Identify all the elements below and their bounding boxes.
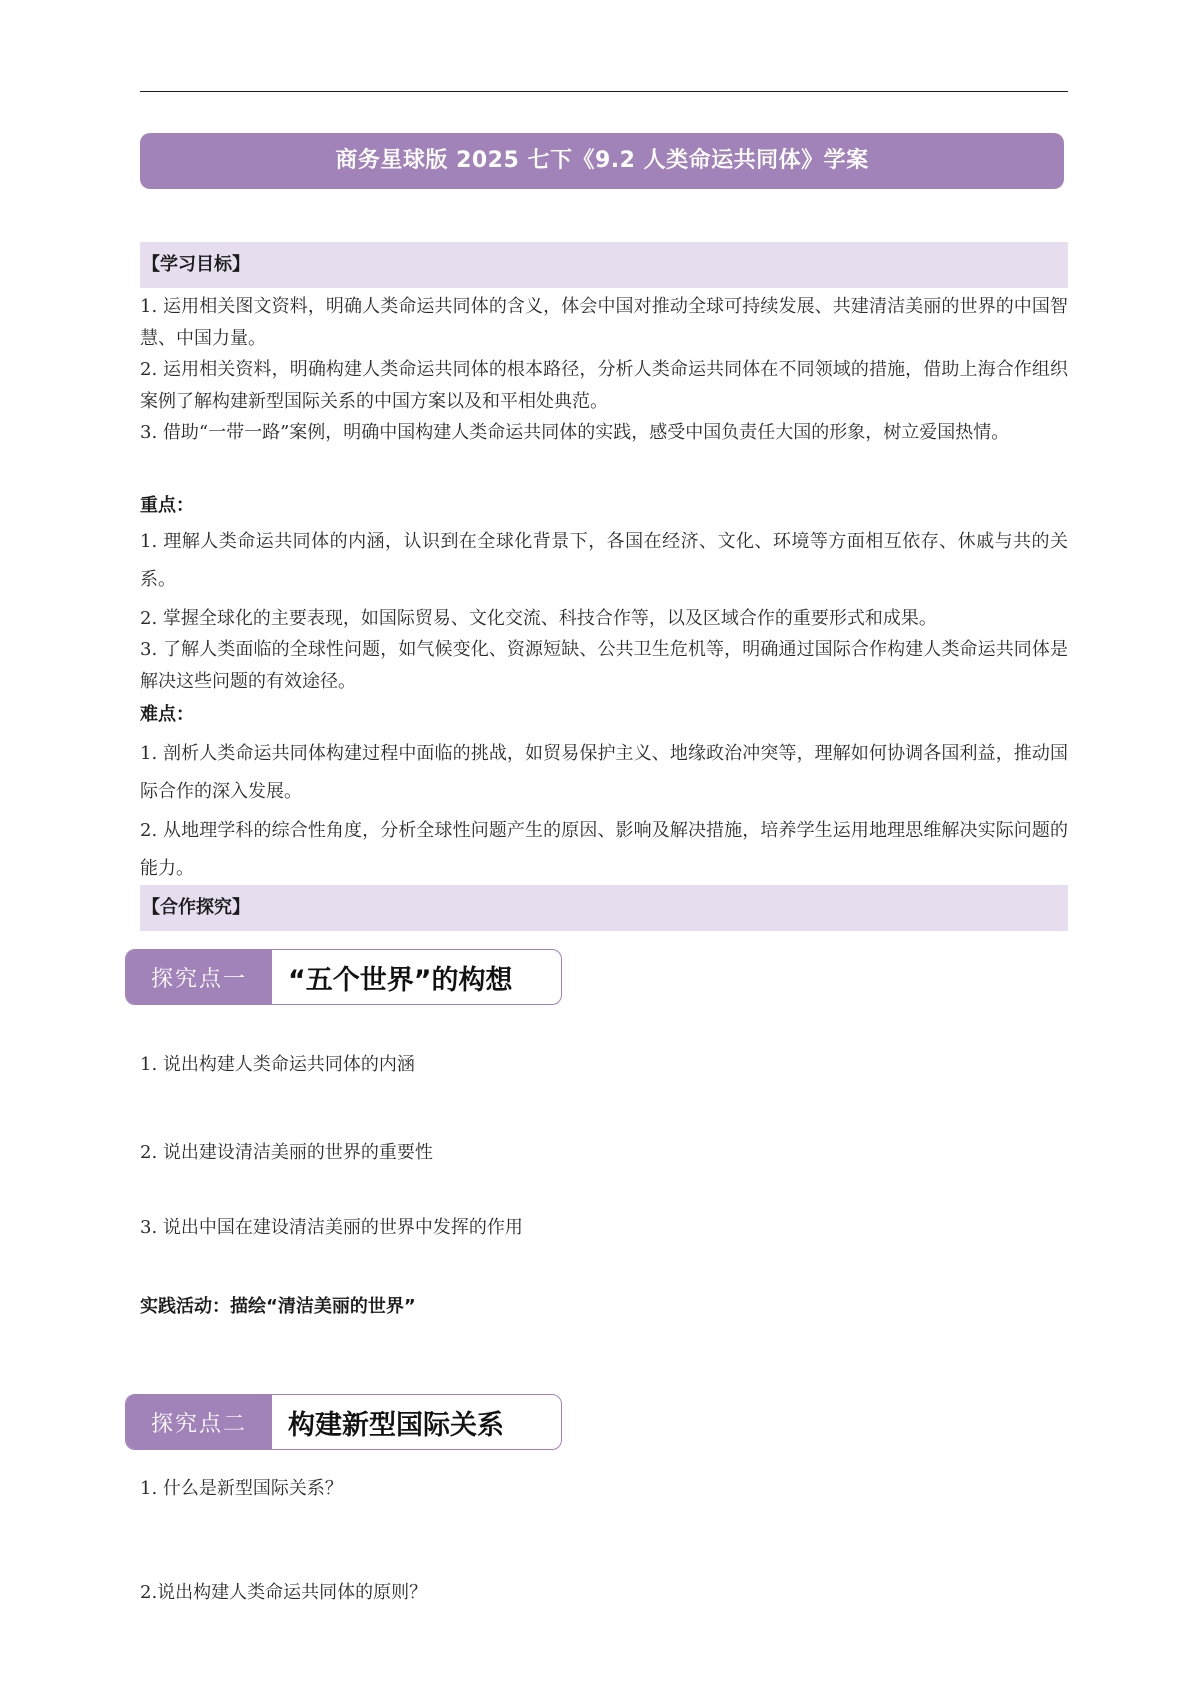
section1-question-2: 2. 说出建设清洁美丽的世界的重要性: [140, 1142, 433, 1163]
difficult-point-item-1: 1. 剖析人类命运共同体构建过程中面临的挑战，如贸易保护主义、地缘政治冲突等，理解如何协调各国利益，推动国际合作的深入发展。: [140, 743, 1068, 802]
objective-item-2: 2. 运用相关资料，明确构建人类命运共同体的根本路径，分析人类命运共同体在不同领域的措施，借助上海合作组织案例了解构建新型国际关系的中国方案以及和平相处典范。: [140, 359, 1068, 412]
section1-question-3: 3. 说出中国在建设清洁美丽的世界中发挥的作用: [140, 1217, 523, 1238]
section1-tab: [125, 949, 562, 1005]
section1-tab-label: 探究点一: [126, 950, 272, 1004]
difficult-points-label: 难点：: [140, 704, 194, 725]
section2-tab: [125, 1394, 562, 1450]
key-point-item-2: 2. 掌握全球化的主要表现，如国际贸易、文化交流、科技合作等，以及区域合作的重要形式和成果。: [140, 608, 937, 629]
section1-tab-title: “五个世界”的构想: [288, 964, 513, 996]
key-points-label: 重点：: [140, 495, 194, 516]
cooperation-heading: 【合作探究】: [140, 885, 1068, 931]
difficult-point-item-2: 2. 从地理学科的综合性角度，分析全球性问题产生的原因、影响及解决措施，培养学生运用地理思维解决实际问题的能力。: [140, 820, 1068, 879]
section1-activity: 实践活动：描绘“清洁美丽的世界”: [140, 1296, 416, 1317]
objective-item-1: 1. 运用相关图文资料，明确人类命运共同体的含义，体会中国对推动全球可持续发展、共建清洁美丽的世界的中国智慧、中国力量。: [140, 296, 1068, 349]
section2-question-2: 2.说出构建人类命运共同体的原则？: [140, 1582, 428, 1603]
document-title: 商务星球版 2025 七下《9.2 人类命运共同体》学案: [140, 133, 1064, 189]
header-rule: [140, 91, 1068, 92]
objectives-heading: 【学习目标】: [140, 242, 1068, 288]
key-point-item-1: 1. 理解人类命运共同体的内涵，认识到在全球化背景下，各国在经济、文化、环境等方面相互依存、休戚与共的关系。: [140, 531, 1068, 590]
section2-tab-title: 构建新型国际关系: [288, 1409, 504, 1441]
key-point-item-3: 3. 了解人类面临的全球性问题，如气候变化、资源短缺、公共卫生危机等，明确通过国际合作构建人类命运共同体是解决这些问题的有效途径。: [140, 639, 1068, 692]
objective-item-3: 3. 借助“一带一路”案例，明确中国构建人类命运共同体的实践，感受中国负责任大国的形象，树立爱国热情。: [140, 422, 1010, 443]
section1-question-1: 1. 说出构建人类命运共同体的内涵: [140, 1054, 415, 1075]
section2-tab-label: 探究点二: [126, 1395, 272, 1449]
section2-question-1: 1. 什么是新型国际关系？: [140, 1478, 343, 1499]
